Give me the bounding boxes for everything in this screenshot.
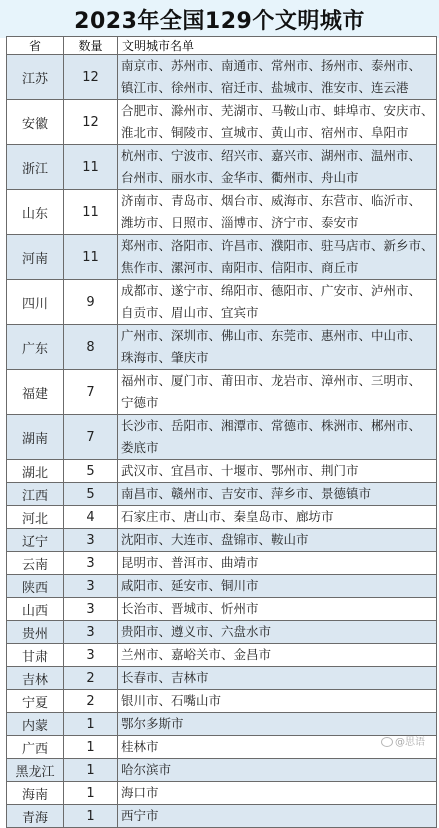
city-line: 鄂尔多斯市 xyxy=(121,716,184,731)
table-row xyxy=(7,55,437,100)
province-cell: 青海 xyxy=(7,805,64,828)
cities-cell xyxy=(118,145,437,190)
city-line: 济南市、青岛市、烟台市、威海市、东营市、临沂市、 xyxy=(121,193,422,208)
province-cell: 云南 xyxy=(7,552,64,575)
count-cell: 7 xyxy=(64,415,118,460)
table-row xyxy=(7,552,437,575)
count-cell: 12 xyxy=(64,55,118,100)
city-line: 海口市 xyxy=(121,785,159,800)
header-count: 数量 xyxy=(64,37,118,55)
header-cities: 文明城市名单 xyxy=(118,37,437,55)
city-line: 咸阳市、延安市、铜川市 xyxy=(121,578,259,593)
province-cell: 贵州 xyxy=(7,621,64,644)
count-cell: 1 xyxy=(64,782,118,805)
province-cell: 湖南 xyxy=(7,415,64,460)
weibo-icon xyxy=(381,737,393,747)
province-cell: 安徽 xyxy=(7,100,64,145)
province-cell: 黑龙江 xyxy=(7,759,64,782)
city-line: 郑州市、洛阳市、许昌市、濮阳市、驻马店市、新乡市、 xyxy=(121,238,434,253)
count-cell: 3 xyxy=(64,621,118,644)
cities-cell xyxy=(118,483,437,506)
province-cell: 四川 xyxy=(7,280,64,325)
table-row xyxy=(7,598,437,621)
table-row xyxy=(7,100,437,145)
watermark-text: @思语 xyxy=(395,737,425,748)
province-cell: 湖北 xyxy=(7,460,64,483)
table-row xyxy=(7,235,437,280)
page-title: 2023年全国129个文明城市 xyxy=(0,0,439,38)
province-cell: 内蒙 xyxy=(7,713,64,736)
city-line: 珠海市、肇庆市 xyxy=(121,350,209,365)
table-row xyxy=(7,713,437,736)
city-line: 西宁市 xyxy=(121,808,159,823)
count-cell: 1 xyxy=(64,805,118,828)
province-cell: 宁夏 xyxy=(7,690,64,713)
city-line: 潍坊市、日照市、淄博市、济宁市、泰安市 xyxy=(121,215,359,230)
province-cell: 陕西 xyxy=(7,575,64,598)
city-line: 武汉市、宜昌市、十堰市、鄂州市、荆门市 xyxy=(121,463,359,478)
table-row xyxy=(7,736,437,759)
province-cell: 吉林 xyxy=(7,667,64,690)
city-line: 银川市、石嘴山市 xyxy=(121,693,222,708)
table-row xyxy=(7,667,437,690)
cities-cell xyxy=(118,190,437,235)
header-province: 省 xyxy=(7,37,64,55)
table-row xyxy=(7,460,437,483)
count-cell: 2 xyxy=(64,690,118,713)
count-cell: 3 xyxy=(64,552,118,575)
cities-cell xyxy=(118,759,437,782)
province-cell: 河北 xyxy=(7,506,64,529)
count-cell: 1 xyxy=(64,736,118,759)
province-cell: 广西 xyxy=(7,736,64,759)
cities-cell xyxy=(118,529,437,552)
table-row xyxy=(7,415,437,460)
table-body xyxy=(7,55,437,828)
count-cell: 3 xyxy=(64,529,118,552)
table-row xyxy=(7,621,437,644)
cities-cell xyxy=(118,575,437,598)
city-line: 福州市、厦门市、莆田市、龙岩市、漳州市、三明市、 xyxy=(121,373,422,388)
city-line: 合肥市、滁州市、芜湖市、马鞍山市、蚌埠市、安庆市、 xyxy=(121,103,434,118)
city-line: 南京市、苏州市、南通市、常州市、扬州市、泰州市、 xyxy=(121,58,422,73)
cities-cell xyxy=(118,280,437,325)
cities-cell xyxy=(118,667,437,690)
province-cell: 山西 xyxy=(7,598,64,621)
city-line: 淮北市、铜陵市、宣城市、黄山市、宿州市、阜阳市 xyxy=(121,125,409,140)
city-line: 哈尔滨市 xyxy=(121,762,172,777)
city-line: 南昌市、赣州市、吉安市、萍乡市、景德镇市 xyxy=(121,486,372,501)
count-cell: 5 xyxy=(64,483,118,506)
count-cell: 1 xyxy=(64,713,118,736)
cities-cell xyxy=(118,782,437,805)
cities-cell xyxy=(118,370,437,415)
count-cell: 5 xyxy=(64,460,118,483)
city-line: 沈阳市、大连市、盘锦市、鞍山市 xyxy=(121,532,309,547)
province-cell: 河南 xyxy=(7,235,64,280)
table-row xyxy=(7,529,437,552)
count-cell: 3 xyxy=(64,598,118,621)
city-line: 桂林市 xyxy=(121,739,159,754)
count-cell: 9 xyxy=(64,280,118,325)
city-line: 娄底市 xyxy=(121,440,159,455)
cities-cell xyxy=(118,690,437,713)
cities-cell xyxy=(118,55,437,100)
count-cell: 7 xyxy=(64,370,118,415)
table-row xyxy=(7,145,437,190)
table-row xyxy=(7,575,437,598)
province-cell: 浙江 xyxy=(7,145,64,190)
cities-cell xyxy=(118,552,437,575)
count-cell: 8 xyxy=(64,325,118,370)
city-line: 贵阳市、遵义市、六盘水市 xyxy=(121,624,272,639)
province-cell: 江苏 xyxy=(7,55,64,100)
cities-cell xyxy=(118,644,437,667)
province-cell: 海南 xyxy=(7,782,64,805)
cities-cell xyxy=(118,100,437,145)
table-row xyxy=(7,759,437,782)
cities-cell xyxy=(118,506,437,529)
city-line: 成都市、遂宁市、绵阳市、德阳市、广安市、泸州市、 xyxy=(121,283,422,298)
city-line: 焦作市、漯河市、南阳市、信阳市、商丘市 xyxy=(121,260,359,275)
count-cell: 11 xyxy=(64,145,118,190)
cities-cell xyxy=(118,598,437,621)
table-row xyxy=(7,325,437,370)
table-row xyxy=(7,644,437,667)
city-line: 自贡市、眉山市、宜宾市 xyxy=(121,305,259,320)
table-row xyxy=(7,190,437,235)
table-row xyxy=(7,483,437,506)
cities-cell xyxy=(118,460,437,483)
province-cell: 广东 xyxy=(7,325,64,370)
city-line: 石家庄市、唐山市、秦皇岛市、廊坊市 xyxy=(121,509,334,524)
count-cell: 2 xyxy=(64,667,118,690)
table-row xyxy=(7,805,437,828)
cities-cell xyxy=(118,805,437,828)
city-line: 杭州市、宁波市、绍兴市、嘉兴市、湖州市、温州市、 xyxy=(121,148,422,163)
cities-cell xyxy=(118,235,437,280)
count-cell: 3 xyxy=(64,575,118,598)
city-line: 昆明市、普洱市、曲靖市 xyxy=(121,555,259,570)
city-line: 长春市、吉林市 xyxy=(121,670,209,685)
count-cell: 12 xyxy=(64,100,118,145)
count-cell: 1 xyxy=(64,759,118,782)
count-cell: 11 xyxy=(64,235,118,280)
table-row xyxy=(7,280,437,325)
table-row xyxy=(7,782,437,805)
count-cell: 11 xyxy=(64,190,118,235)
province-cell: 辽宁 xyxy=(7,529,64,552)
cities-table xyxy=(6,36,437,828)
city-line: 广州市、深圳市、佛山市、东莞市、惠州市、中山市、 xyxy=(121,328,422,343)
cities-cell xyxy=(118,621,437,644)
province-cell: 福建 xyxy=(7,370,64,415)
province-cell: 甘肃 xyxy=(7,644,64,667)
count-cell: 4 xyxy=(64,506,118,529)
city-line: 长沙市、岳阳市、湘潭市、常德市、株洲市、郴州市、 xyxy=(121,418,422,433)
city-line: 台州市、丽水市、金华市、衢州市、舟山市 xyxy=(121,170,359,185)
watermark xyxy=(381,733,425,748)
province-cell: 山东 xyxy=(7,190,64,235)
table-row xyxy=(7,506,437,529)
table-row xyxy=(7,690,437,713)
table-row xyxy=(7,370,437,415)
province-cell: 江西 xyxy=(7,483,64,506)
city-line: 镇江市、徐州市、宿迁市、盐城市、淮安市、连云港 xyxy=(121,80,409,95)
city-line: 兰州市、嘉峪关市、金昌市 xyxy=(121,647,272,662)
count-cell: 3 xyxy=(64,644,118,667)
city-line: 宁德市 xyxy=(121,395,159,410)
city-line: 长治市、晋城市、忻州市 xyxy=(121,601,259,616)
cities-cell xyxy=(118,415,437,460)
cities-cell xyxy=(118,325,437,370)
